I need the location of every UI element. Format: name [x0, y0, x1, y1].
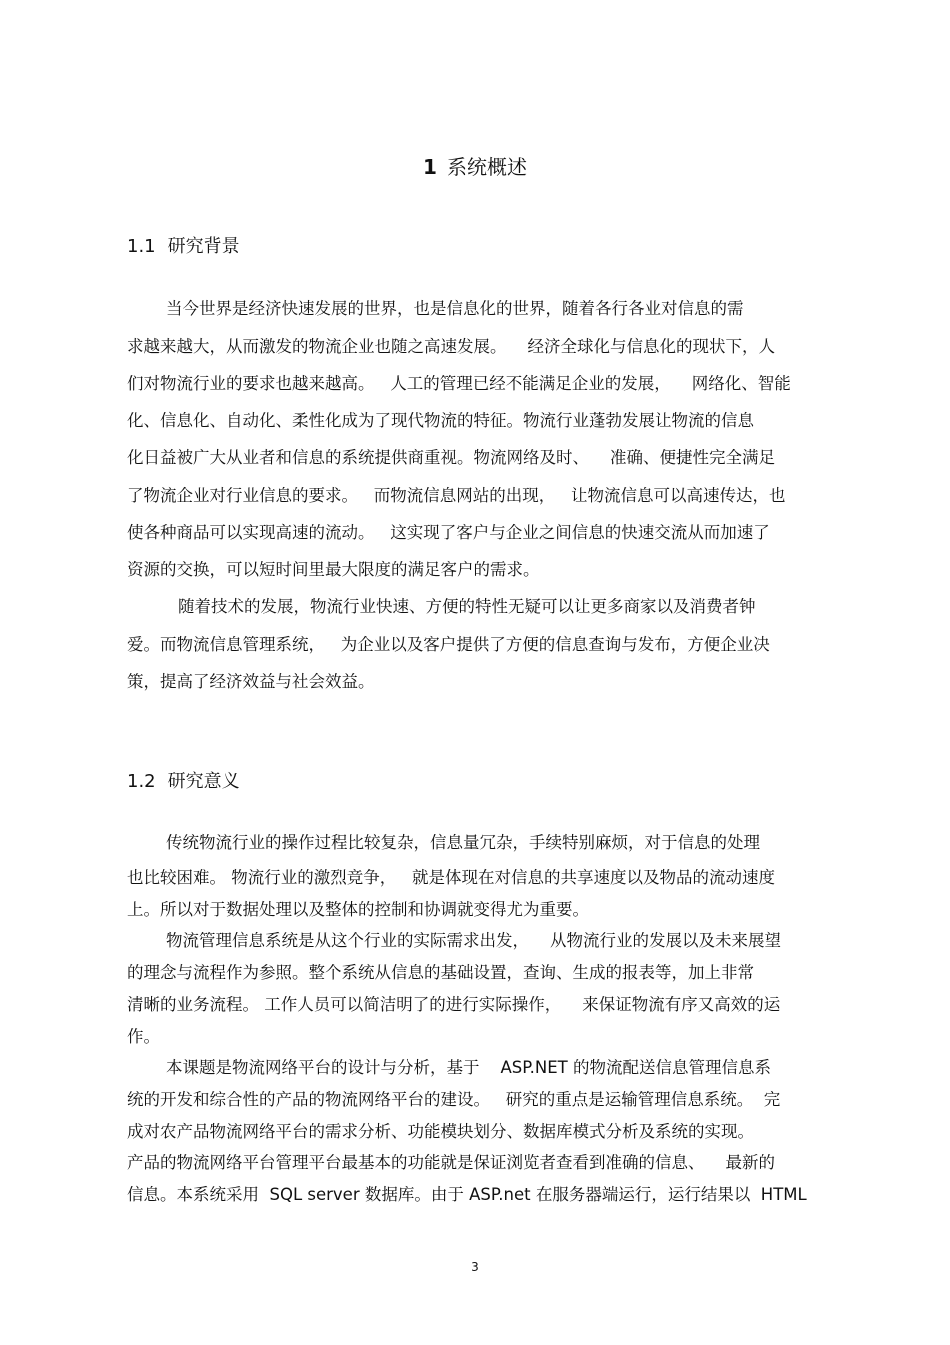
paragraph-line: 的理念与流程作为参照。整个系统从信息的基础设置，查询、生成的报表等，加上非常: [127, 963, 754, 982]
chapter-title-text: 系统概述: [446, 155, 527, 179]
paragraph-line: 产品的物流网络平台管理平台最基本的功能就是保证浏览者查看到准确的信息、 最新的: [127, 1153, 775, 1172]
paragraph-line: 成对农产品物流网络平台的需求分析、功能模块划分、数据库模式分析及系统的实现。: [127, 1122, 754, 1141]
section-number: 1.1: [127, 236, 156, 257]
paragraph-line: 作。: [127, 1027, 160, 1046]
paragraph-line: 本课题是物流网络平台的设计与分析，基于 ASP.NET 的物流配送信息管理信息系: [166, 1058, 771, 1077]
page-number: 3: [471, 1260, 479, 1274]
chapter-title: [0, 152, 950, 182]
paragraph-line: 物流管理信息系统是从这个行业的实际需求出发， 从物流行业的发展以及未来展望: [166, 931, 781, 950]
section-title-text: 研究意义: [167, 771, 240, 792]
paragraph-line: 了物流企业对行业信息的要求。 而物流信息网站的出现， 让物流信息可以高速传达，也: [127, 486, 786, 505]
paragraph-line: 资源的交换，可以短时间里最大限度的满足客户的需求。: [127, 560, 540, 579]
paragraph-line: 信息。本系统采用 SQL server 数据库。由于 ASP.net 在服务器端运行，运行结果以 HTML: [127, 1185, 807, 1204]
paragraph-line: 传统物流行业的操作过程比较复杂，信息量冗杂，手续特别麻烦，对于信息的处理: [166, 833, 760, 852]
paragraph-line: 化日益被广大从业者和信息的系统提供商重视。物流网络及时、 准确、便捷性完全满足: [127, 448, 775, 467]
section-number: 1.2: [127, 771, 156, 792]
paragraph-line: 们对物流行业的要求也越来越高。 人工的管理已经不能满足企业的发展， 网络化、智能: [127, 374, 791, 393]
paragraph-line: 化、信息化、自动化、柔性化成为了现代物流的特征。物流行业蓬勃发展让物流的信息: [127, 411, 754, 430]
section-title-text: 研究背景: [167, 236, 240, 257]
paragraph-line: 策，提高了经济效益与社会效益。: [127, 672, 375, 691]
paragraph-line: 统的开发和综合性的产品的物流网络平台的建设。 研究的重点是运输管理信息系统。 完: [127, 1090, 781, 1109]
paragraph-line: 爱。而物流信息管理系统， 为企业以及客户提供了方便的信息查询与发布，方便企业决: [127, 635, 770, 654]
paragraph-line: 当今世界是经济快速发展的世界，也是信息化的世界，随着各行各业对信息的需: [166, 299, 744, 318]
paragraph-line: 求越来越大，从而激发的物流企业也随之高速发展。 经济全球化与信息化的现状下，人: [127, 337, 775, 356]
paragraph-line: 也比较困难。 物流行业的激烈竞争， 就是体现在对信息的共享速度以及物品的流动速度: [127, 868, 775, 887]
paragraph-line: 上。所以对于数据处理以及整体的控制和协调就变得尤为重要。: [127, 900, 589, 919]
paragraph-line: 清晰的业务流程。 工作人员可以简洁明了的进行实际操作， 来保证物流有序又高效的运: [127, 995, 781, 1014]
paragraph-line: 使各种商品可以实现高速的流动。 这实现了客户与企业之间信息的快速交流从而加速了: [127, 523, 770, 542]
paragraph-line: 随着技术的发展，物流行业快速、方便的特性无疑可以让更多商家以及消费者钟: [178, 597, 756, 616]
chapter-number: 1: [423, 155, 437, 179]
section-title-1-1: [127, 234, 240, 260]
section-title-1-2: [127, 769, 240, 795]
